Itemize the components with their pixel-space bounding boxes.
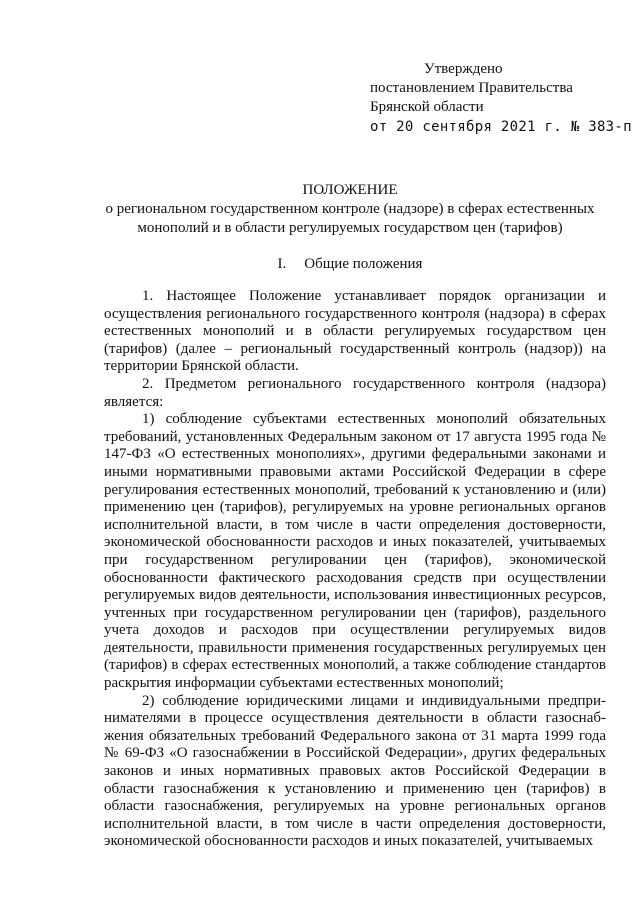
- paragraph-2: 2. Предметом регионального государственного контроля (надзора) является:: [104, 375, 606, 410]
- section-title: Общие положения: [304, 256, 423, 272]
- document-subtitle-line-2: монополий и в области регулируемых государством цен (тарифов): [137, 220, 563, 236]
- document-title: ПОЛОЖЕНИЕ: [302, 182, 398, 198]
- subparagraph-2: 2) соблюдение юридическими лицами и индивидуальными предпри-нимателями в процессе осуществления деятельности в области газоснаб-жения обязательных требований Федерального закона от 31 марта 1999 года № 69-ФЗ «О газоснабжении в Российской Федерации», других федеральных законов и иных нормативных правовых актов Российской Федерации в области газоснабжения к установлению и применению цен (тарифов) в области газоснабжения, регулируемых на уровне региональных органов исполнительной власти, в том числе в части определения достоверности, экономической обоснованности расходов и иных показателей, учитываемых: [104, 692, 606, 850]
- paragraph-1: 1. Настоящее Положение устанавливает порядок организации и осуществления регионального государственного контроля (надзора) в сферах естественных монополий и в области регулируемых государством цен (тарифов) (далее – региональный государственный контроль (надзор)) на территории Брянской области.: [104, 288, 606, 375]
- document-heading: [100, 181, 600, 238]
- subparagraph-1: 1) соблюдение субъектами естественных монополий обязательных требований, установленных Федеральным законом от 17 августа 1995 года № 147-ФЗ «О естественных монополиях», другими федеральными законами и иными нормативными правовыми актами Российской Федерации в сфере регулирования естественных монополий, требований к установлению и (или) применению цен (тарифов), регулируемых на уровне региональных органов исполнительной власти, в том числе в части определения достоверности, экономической обоснованности расходов и иных показателей, учитываемых при государственном регулировании цен (тарифов), экономической обоснованности фактического расходования средств при осуществлении регулируемых видов деятельности, использования инвестиционных ресурсов, учтенных при государственном регулировании цен (тарифов), раздельного учета доходов и расходов при осуществлении регулируемых видов деятельности, правильности применения государственных регулируемых цен (тарифов) в сферах естественных монополий, а также соблюдение стандартов раскрытия информации субъектами естественных монополий;: [104, 411, 606, 692]
- document-subtitle-line-1: о региональном государственном контроле (надзоре) в сферах естественных: [105, 201, 595, 217]
- approval-line-approved: Утверждено: [424, 61, 503, 77]
- approval-stamp: [370, 60, 632, 137]
- approval-line-region: Брянской области: [370, 99, 484, 115]
- approval-line-date: от 20 сентября 2021 г. № 383-п: [370, 119, 632, 135]
- document-body: [104, 288, 606, 851]
- approval-line-resolution: постановлением Правительства: [370, 80, 573, 96]
- section-number: I.: [277, 256, 287, 272]
- section-heading: [100, 255, 600, 274]
